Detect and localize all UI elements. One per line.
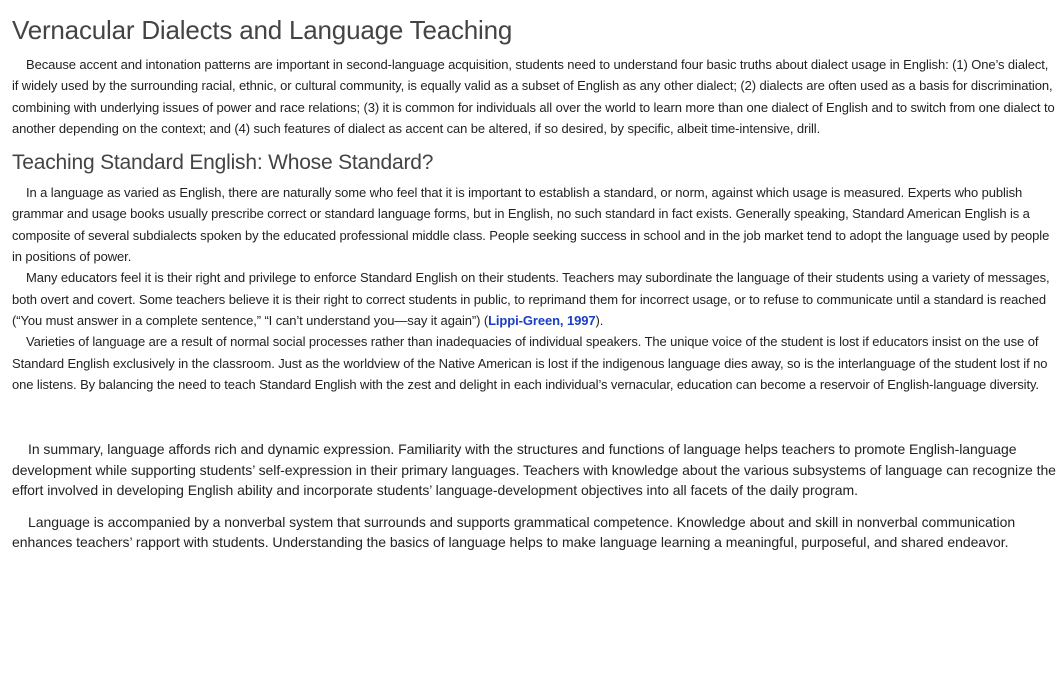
standard-paragraph: In a language as varied as English, there are naturally some who feel that it is important to establish a standard, or norm, against which usage is measured. Experts who publish grammar and usage books usually prescribe correct or standard language forms, but in English, no such standard in fact exists. Generally speaking, Standard American English is a composite of several subdialects spoken by the educated professional middle class. People seeking success in school and in the job market tend to adopt the language used by people in positions of power. [12,185,1050,265]
intro-paragraph: Because accent and intonation patterns are important in second-language acquisition, students need to understand four basic truths about dialect usage in English: (1) One’s dialect, if widely used by the surrounding racial, ethnic, or cultural community, is equally valid as a subset of English as any other dialect; (2) dialects are often used as a basis for discrimination, combining with underlying issues of power and race relations; (3) it is common for individuals all over the world to learn more than one dialect of English and to switch from one dialect to another depending on the context; and (4) such features of dialect as accent can be altered, if so desired, by specific, albeit time-intensive, drill. [12,57,1055,136]
varieties-paragraph: Varieties of language are a result of normal social processes rather than inadequacies of individual speakers. The unique voice of the student is lost if educators insist on the use of Standard English exclusively in the classroom. Just as the worldview of the Native American is lost if the indigenous language dies away, so is the interlanguage of the student lost if no one listens. By balancing the need to teach Standard English with the zest and delight in each individual’s vernacular, education can become a reservoir of English-language diversity. [12,334,1048,392]
citation-link[interactable]: Lippi-Green, 1997 [488,312,596,328]
educators-paragraph-text: Many educators feel it is their right and privilege to enforce Standard English on their students. Teachers may subordinate the language of their students using a variety of messages, both overt and covert. Some teachers believe it is their right to correct students in public, to reprimand them for incorrect usage, or to refuse to communicate until a standard is reached (“You must answer in a complete sentence,” “I can’t understand you—say it again”) ( [12,270,1050,328]
summary-paragraph: In summary, language affords rich and dynamic expression. Familiarity with the structures and functions of language helps teachers to promote English-language development while supporting students’ self-expression in their primary languages. Teachers with knowledge about the various subsystems of language can recognize the effort involved in developing English ability and incorporate students’ language-development objectives into all facets of the daily program. [12,441,1056,499]
educators-paragraph [12,267,1056,331]
document-page [12,0,1056,553]
section-heading: Teaching Standard English: Whose Standard? [12,151,434,175]
page-title: Vernacular Dialects and Language Teaching [12,15,513,45]
nonverbal-paragraph: Language is accompanied by a nonverbal system that surrounds and supports grammatical competence. Knowledge about and skill in nonverbal communication enhances teachers’ rapport with students. Understanding the basics of language helps to make language learning a meaningful, purposeful, and shared endeavor. [12,513,1016,551]
educators-paragraph-end: ). [595,312,604,328]
